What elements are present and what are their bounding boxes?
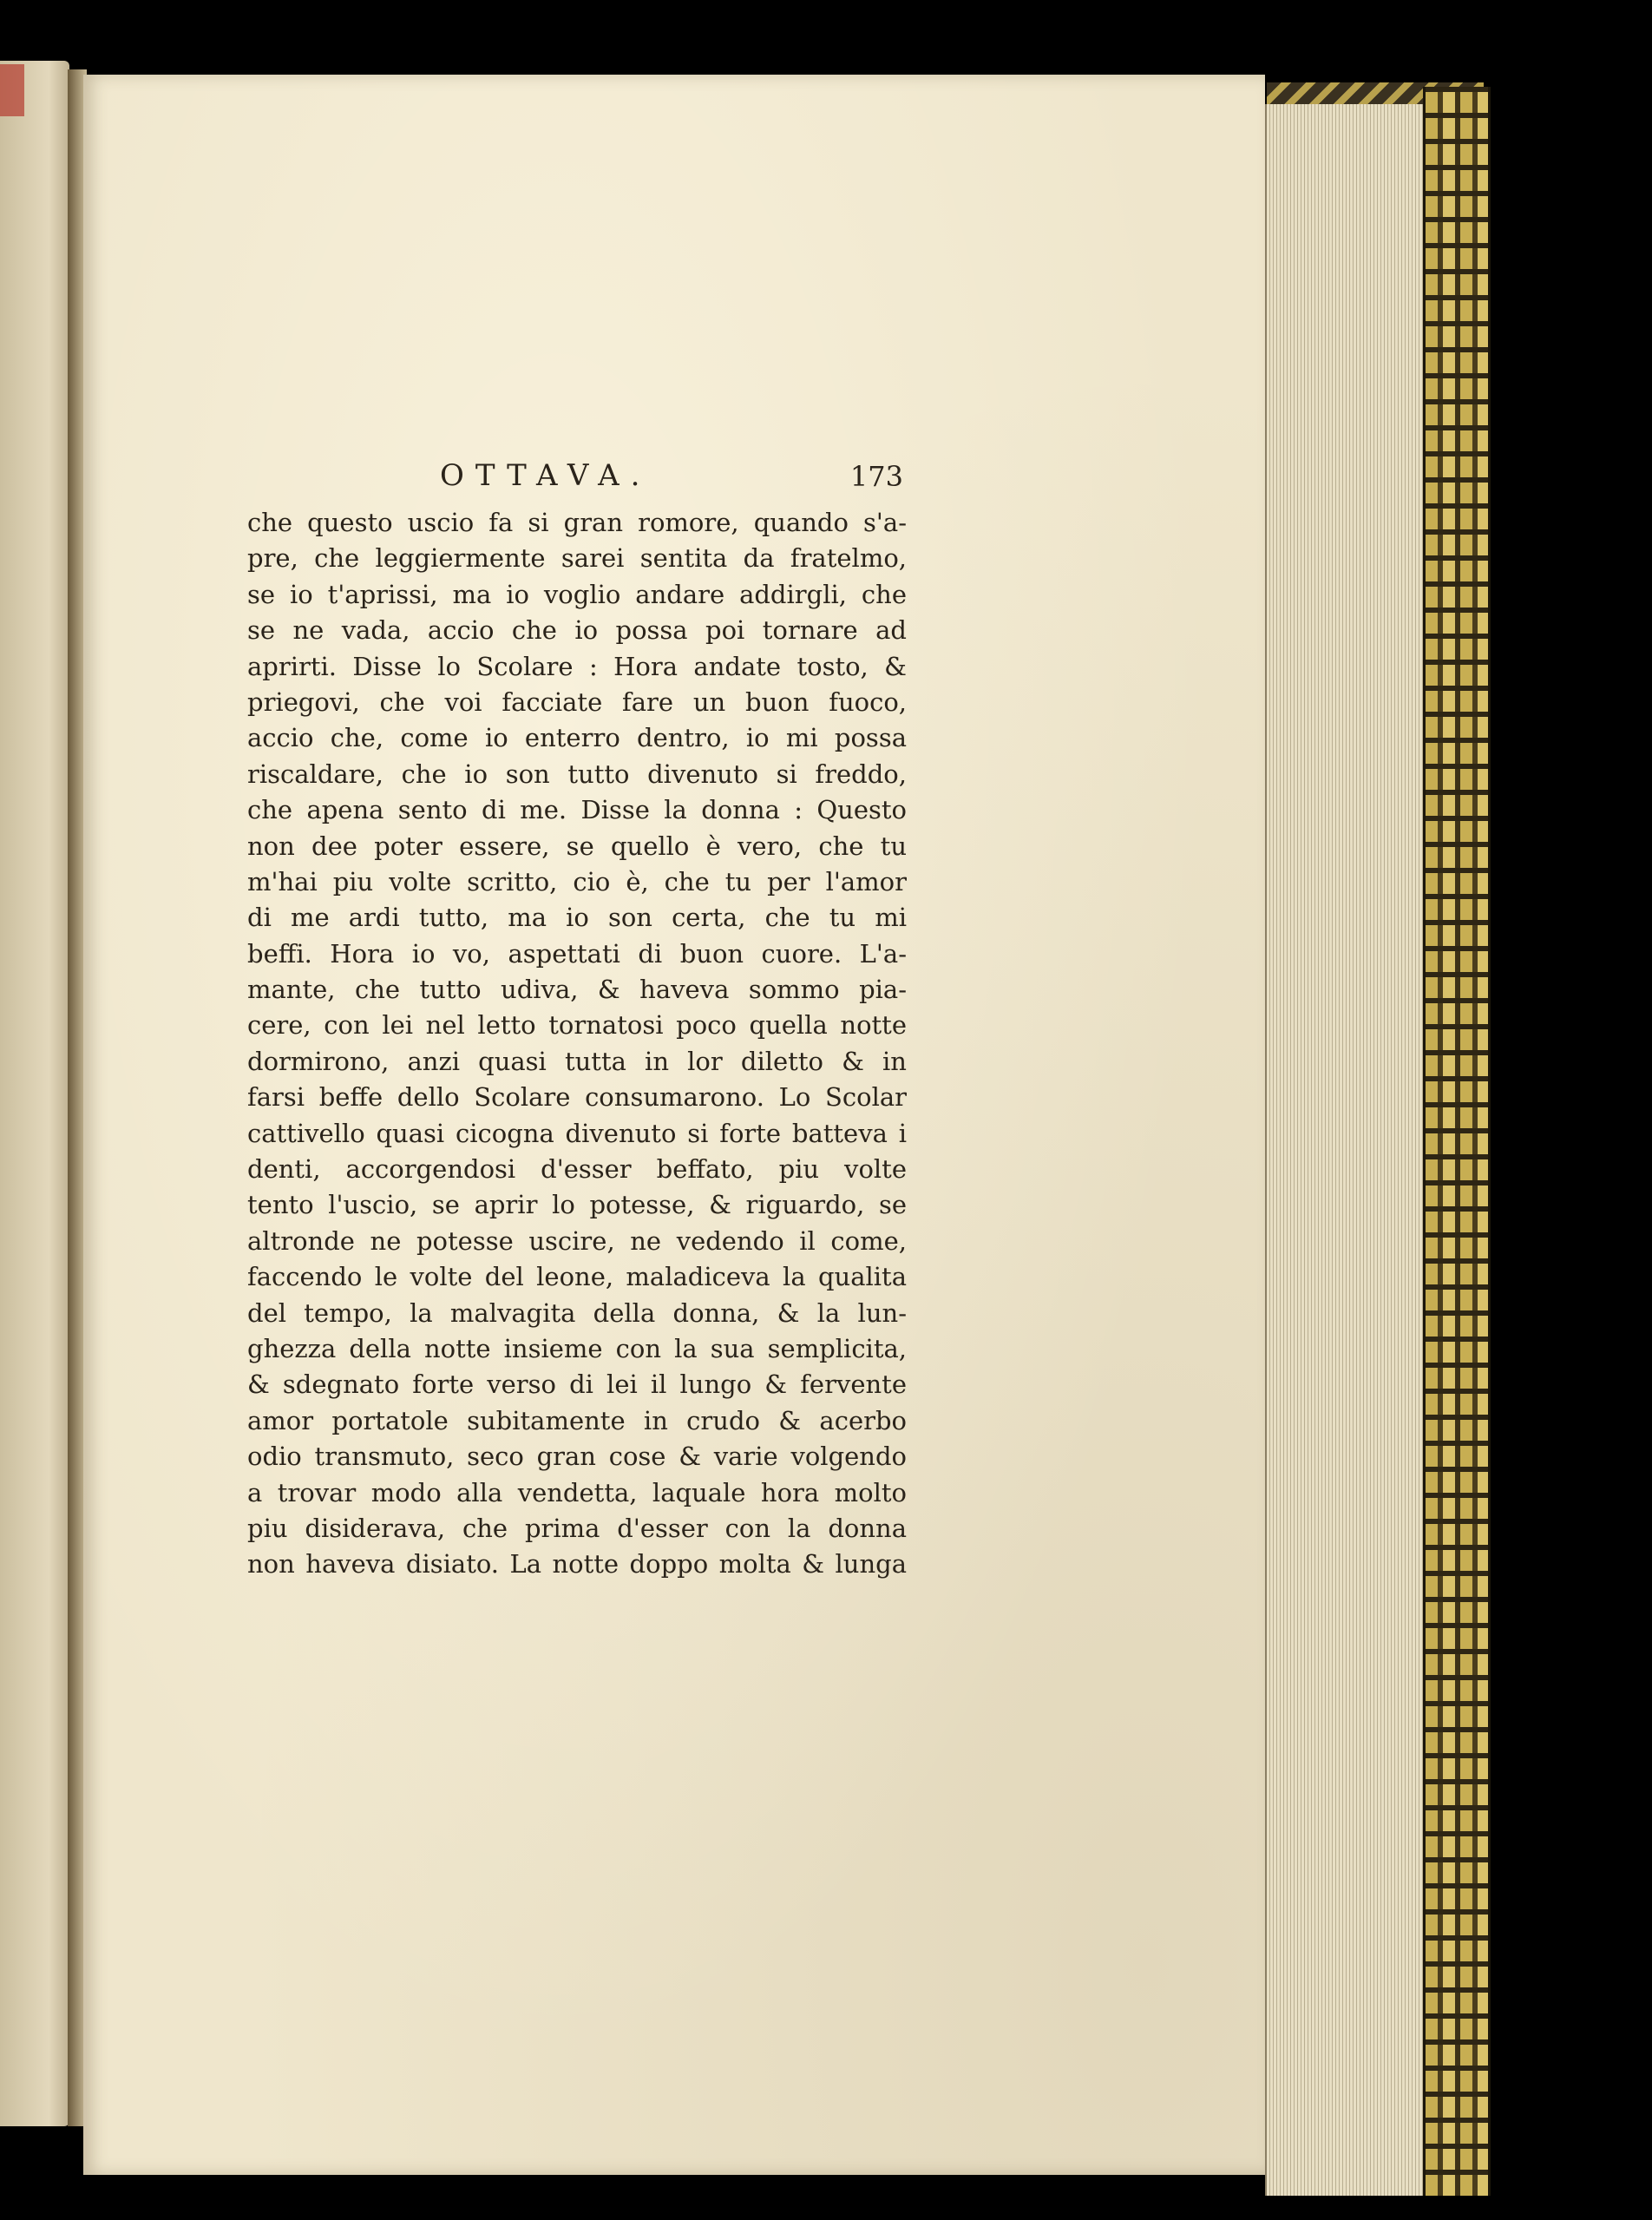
text-line: m'hai piu volte scritto, cio è, che tu per l'amor: [247, 866, 907, 897]
text-line: priegovi, che voi facciate fare un buon fuoco,: [247, 686, 907, 717]
text-line: cere, con lei nel letto tornatosi poco quella notte: [247, 1010, 907, 1041]
text-line: di me ardi tutto, ma io son certa, che tu mi: [247, 903, 907, 933]
text-line: odio transmuto, seco gran cose & varie volgendo: [247, 1442, 907, 1472]
text-line: se ne vada, accio che io possa poi tornare ad: [247, 615, 907, 646]
text-line: tento l'uscio, se aprir lo potesse, & riguardo, se: [247, 1190, 907, 1220]
body-text: [247, 505, 907, 1583]
page-number: 173: [849, 460, 903, 493]
text-line: altronde ne potesse uscire, ne vedendo il come,: [247, 1225, 907, 1256]
text-line: amor portatole subitamente in crudo & acerbo: [247, 1405, 907, 1435]
text-line: non haveva disiato. La notte doppo molta & lunga: [247, 1549, 907, 1580]
running-head: [247, 458, 907, 502]
gilt-spine-tooling: [1423, 87, 1491, 2196]
text-line: aprirti. Disse lo Scolare : Hora andate tosto, &: [247, 651, 907, 681]
text-line: beffi. Hora io vo, aspettati di buon cuore. L'a-: [247, 938, 907, 969]
text-line: farsi beffe dello Scolare consumarono. Lo Scolar: [247, 1082, 907, 1113]
text-line: faccendo le volte del leone, maladiceva la qualita: [247, 1262, 907, 1292]
text-line: pre, che leggiermente sarei sentita da fratelmo,: [247, 543, 907, 574]
text-line: a trovar modo alla vendetta, laquale hora molto: [247, 1477, 907, 1507]
left-page-red-edge: [0, 64, 24, 116]
text-line: se io t'aprissi, ma io voglio andare addirgli, che: [247, 579, 907, 609]
left-page-edge: [0, 61, 69, 2126]
text-line: cattivello quasi cicogna divenuto si forte batteva i: [247, 1118, 907, 1148]
text-line: accio che, come io enterro dentro, io mi possa: [247, 723, 907, 753]
text-line: non dee poter essere, se quello è vero, che tu: [247, 831, 907, 861]
text-line: & sdegnato forte verso di lei il lungo & fervente: [247, 1369, 907, 1400]
text-line: che apena sento di me. Disse la donna : Questo: [247, 795, 907, 825]
page-edges-stack: [1265, 104, 1423, 2196]
running-title: OTTAVA.: [440, 458, 652, 493]
text-line: piu disiderava, che prima d'esser con la donna: [247, 1513, 907, 1543]
text-line: del tempo, la malvagita della donna, & la lun-: [247, 1297, 907, 1328]
text-line: riscaldare, che io son tutto divenuto si freddo,: [247, 759, 907, 789]
text-block: [247, 458, 907, 1583]
text-line: denti, accorgendosi d'esser beffato, piu volte: [247, 1154, 907, 1185]
text-line: dormirono, anzi quasi tutta in lor diletto & in: [247, 1046, 907, 1076]
text-line: che questo uscio fa si gran romore, quando s'a-: [247, 508, 907, 537]
text-line: ghezza della notte insieme con la sua semplicita,: [247, 1333, 907, 1363]
text-line: mante, che tutto udiva, & haveva sommo pia-: [247, 975, 907, 1005]
